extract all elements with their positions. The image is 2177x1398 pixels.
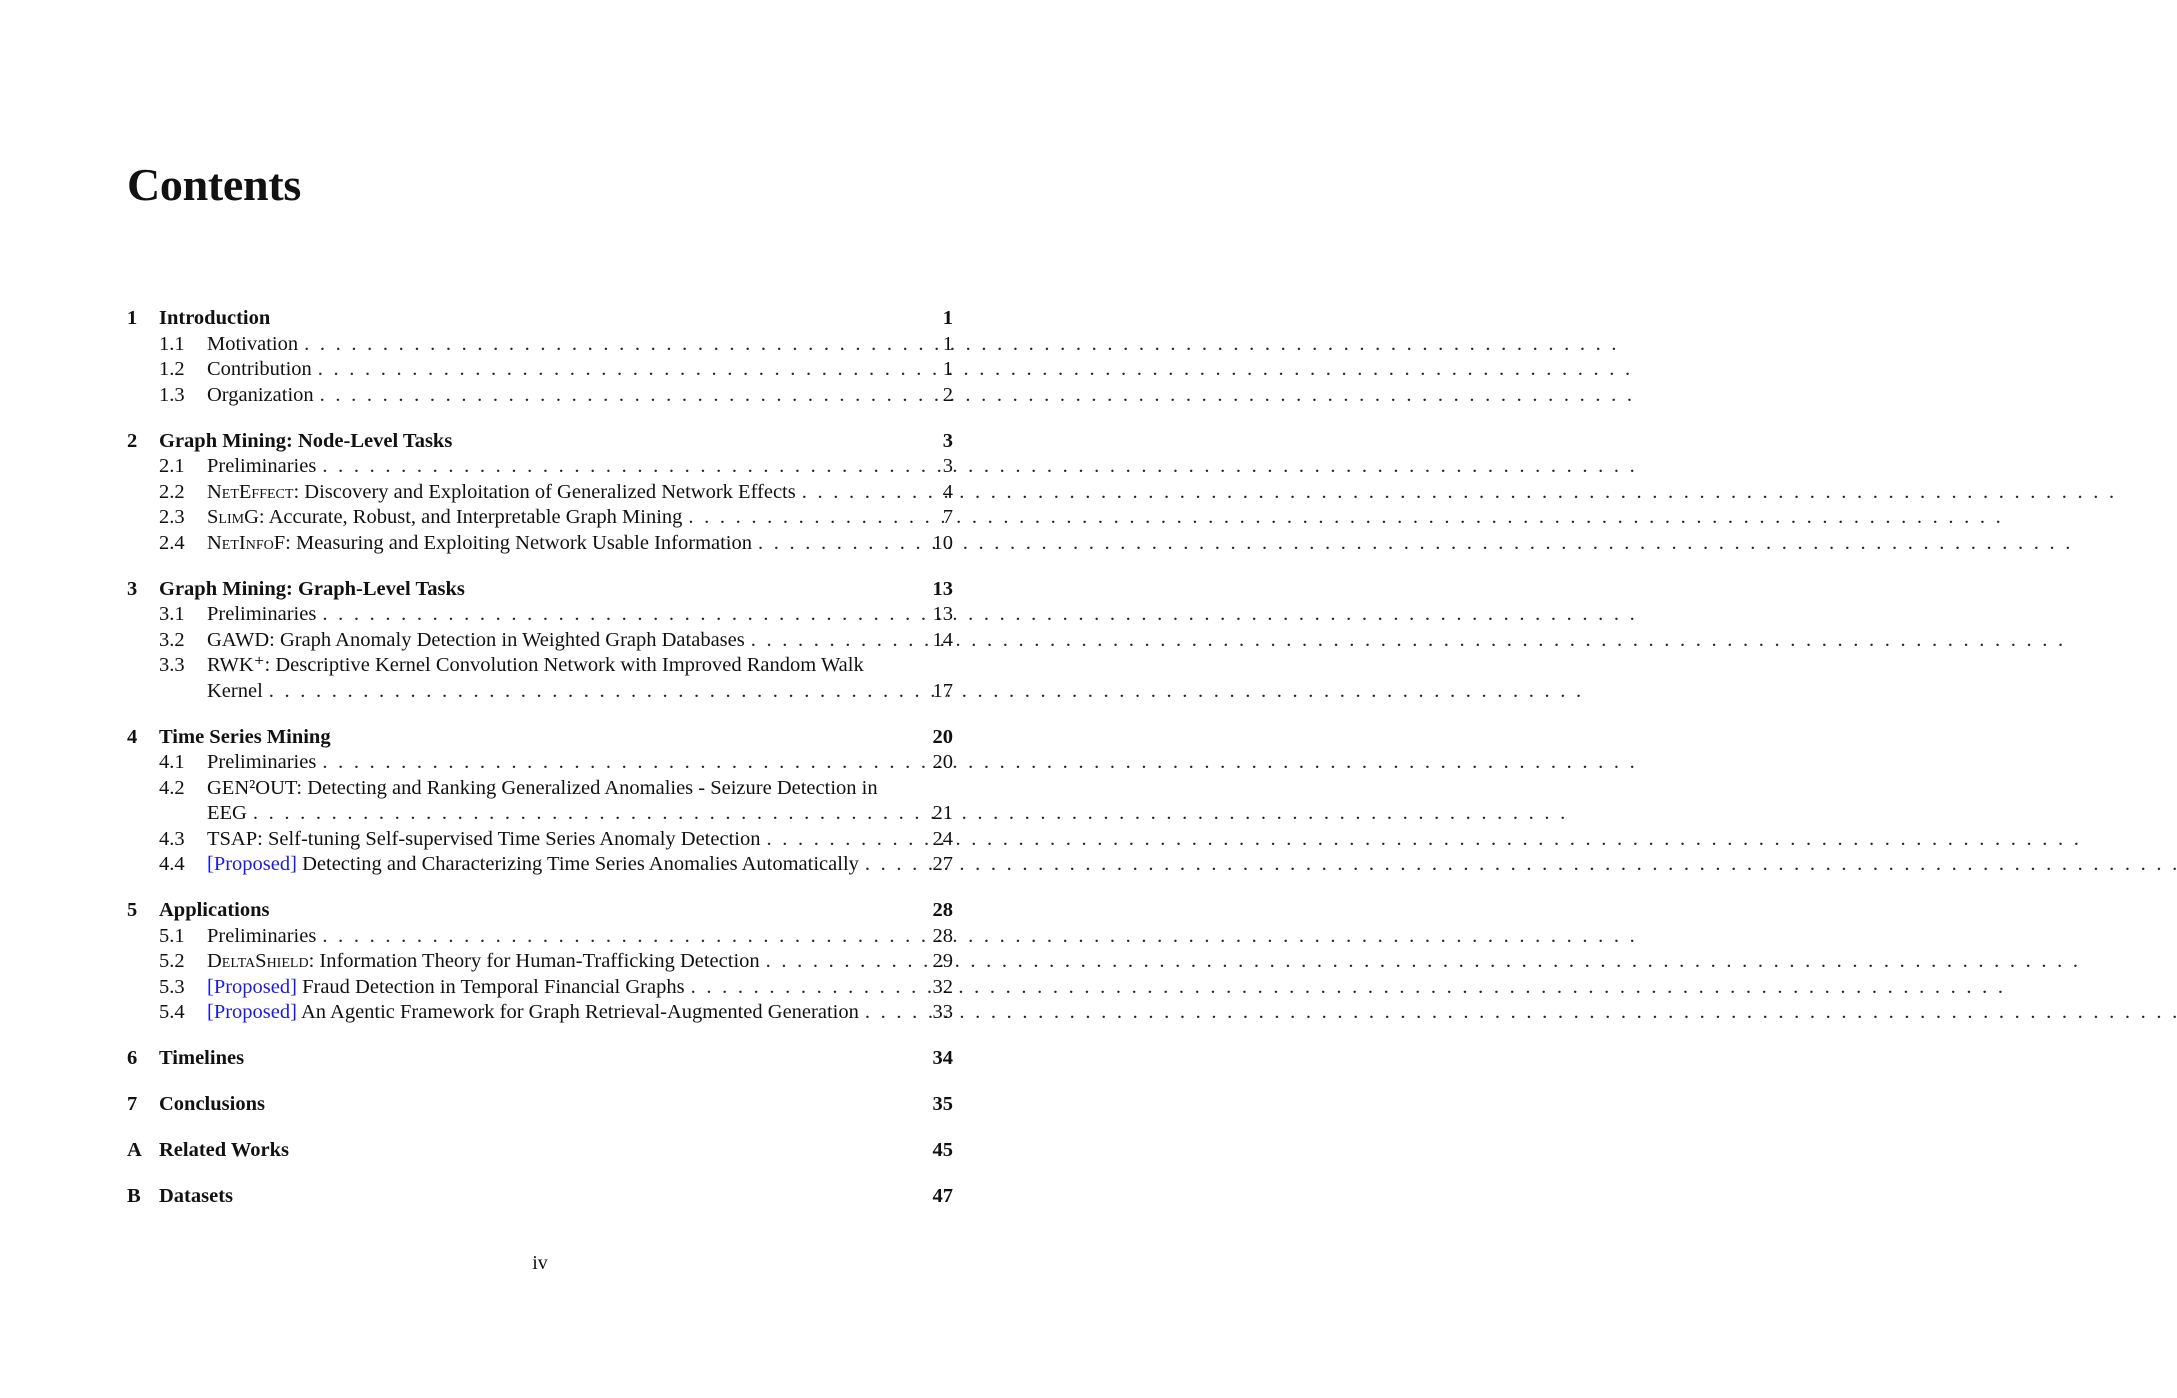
section-number: 1.3 [159,383,185,406]
section-title-text: GAWD: Graph Anomaly Detection in Weighted Graph Databases [207,628,745,651]
toc-section-row[interactable] [0,678,1080,704]
section-number: 4.1 [159,751,185,773]
chapter-number: 1 [127,307,138,329]
section-title[interactable] [207,948,913,974]
section-title[interactable] [207,652,900,678]
chapter-number: 5 [127,899,138,921]
section-title[interactable] [207,627,913,653]
section-number: 2.1 [159,455,185,477]
toc-chapter-row[interactable] [0,305,1080,331]
section-title[interactable] [207,331,913,357]
section-page: 2 [942,383,953,406]
section-title-line: RWK⁺: Descriptive Kernel Convolution Network with Improved Random Walk [207,654,864,676]
section-page: 10 [932,531,953,554]
toc-section-row[interactable] [0,749,1080,775]
chapter-page: 35 [932,1093,953,1115]
toc-chapter-row[interactable] [0,724,1080,750]
toc-section-row[interactable] [0,948,1080,974]
dot-leader [685,974,2003,1000]
proposed-link[interactable]: [Proposed] [207,1001,297,1023]
section-title[interactable] [207,356,913,382]
section-title-text: EEG [207,802,247,824]
section-title[interactable] [207,775,900,801]
section-title-text: Motivation [207,332,299,355]
chapter-title[interactable]: Related Works [159,1139,290,1161]
section-number: 2.4 [159,531,185,554]
method-name: DeltaShield [207,950,309,972]
section-page: 14 [932,628,953,651]
section-title[interactable] [207,749,913,775]
chapter-title[interactable]: Graph Mining: Node-Level Tasks [159,429,453,452]
dot-leader [298,331,1616,357]
chapter-page: 47 [932,1185,953,1207]
toc-section-row[interactable] [0,530,1080,556]
section-number: 5.4 [159,1001,185,1023]
method-name: NetEffect [207,480,294,503]
section-page: 28 [932,924,953,947]
section-title[interactable] [207,826,913,852]
section-page: 1 [942,358,953,380]
chapter-title[interactable]: Time Series Mining [159,725,331,748]
section-number: 3.3 [159,654,185,676]
section-number: 1.1 [159,332,185,355]
section-page: 3 [942,455,953,477]
dot-leader [316,749,1634,775]
dot-leader [316,601,1634,627]
toc-section-row[interactable] [0,800,1080,826]
toc-section-row[interactable] [0,453,1080,479]
section-title-text: Preliminaries [207,455,317,477]
section-title[interactable] [207,504,913,530]
section-title[interactable] [207,999,913,1025]
proposed-link[interactable]: [Proposed] [207,853,297,875]
chapter-page: 34 [932,1047,953,1069]
toc-section-row[interactable] [0,851,1080,877]
dot-leader [796,479,2114,505]
toc-section-row[interactable] [0,923,1080,949]
section-number: 4.2 [159,776,185,799]
section-title-text: TSAP: Self-tuning Self-supervised Time Series Anomaly Detection [207,827,761,850]
section-page: 17 [932,679,953,702]
chapter-title[interactable]: Introduction [159,307,271,329]
toc-section-row[interactable] [0,999,1080,1025]
chapter-number: 3 [127,577,138,600]
section-title-text: NetInfoF: Measuring and Exploiting Network Usable Information [207,531,753,554]
chapter-page: 28 [932,899,953,921]
toc-section-row[interactable] [0,601,1080,627]
dot-leader [263,678,1581,704]
toc-chapter-row[interactable] [0,897,1080,923]
section-number: 5.3 [159,975,185,998]
section-title[interactable] [207,851,913,877]
section-title[interactable] [207,800,913,826]
section-number: 3.1 [159,603,185,625]
chapter-number: 2 [127,429,138,452]
section-title-text: [Proposed] Detecting and Characterizing Time Series Anomalies Automatically [207,853,859,875]
section-number: 4.4 [159,853,185,875]
dot-leader [859,851,2177,877]
section-title[interactable] [207,923,913,949]
section-title[interactable] [207,678,913,704]
section-title-text: Preliminaries [207,751,317,773]
section-number: 3.2 [159,628,185,651]
toc-section-row[interactable] [0,356,1080,382]
section-title[interactable] [207,382,913,408]
section-page: 32 [932,975,953,998]
dot-leader [316,453,1634,479]
section-page: 13 [932,603,953,625]
chapter-title[interactable]: Conclusions [159,1093,265,1115]
section-page: 20 [932,751,953,773]
section-title-text: SlimG: Accurate, Robust, and Interpretable Graph Mining [207,506,683,528]
toc-chapter-row[interactable] [0,576,1080,602]
toc-chapter-row[interactable] [0,1045,1080,1071]
section-title[interactable] [207,453,913,479]
chapter-number: 4 [127,725,138,748]
chapter-page: 3 [942,429,953,452]
section-page: 4 [942,480,953,503]
toc-section-row[interactable] [0,479,1080,505]
section-page: 1 [942,332,953,355]
toc-section-row[interactable] [0,775,1080,801]
toc-section-row[interactable] [0,331,1080,357]
section-number: 1.2 [159,358,185,380]
section-title[interactable] [207,479,913,505]
section-number: 4.3 [159,827,185,850]
method-name: SlimG [207,506,259,528]
dot-leader [314,382,1632,408]
section-title-text: DeltaShield: Information Theory for Human-Trafficking Detection [207,950,760,972]
section-title-text: [Proposed] Fraud Detection in Temporal Financial Graphs [207,975,685,998]
section-title-text: Organization [207,383,314,406]
page-number: iv [532,1252,548,1274]
section-title[interactable] [207,530,913,556]
method-name: NetInfoF [207,531,286,554]
toc-section-row[interactable] [0,627,1080,653]
toc-section-row[interactable] [0,652,1080,678]
section-page: 21 [932,802,953,824]
dot-leader [312,356,1630,382]
section-title[interactable] [207,974,913,1000]
section-page: 33 [932,1001,953,1023]
dot-leader [247,800,1565,826]
chapter-number: 7 [127,1093,138,1115]
chapter-number: 6 [127,1047,138,1069]
section-page: 24 [932,827,953,850]
chapter-title[interactable]: Graph Mining: Graph-Level Tasks [159,577,465,600]
section-title-text: Kernel [207,679,263,702]
toc-chapter-row[interactable] [0,1183,1080,1209]
toc-chapter-row[interactable] [0,428,1080,454]
chapter-page: 45 [932,1139,953,1161]
section-title-text: [Proposed] An Agentic Framework for Graph Retrieval-Augmented Generation [207,1001,859,1023]
section-page: 29 [932,950,953,972]
section-page: 7 [942,506,953,528]
section-title-text: Preliminaries [207,603,317,625]
chapter-page: 20 [932,725,953,748]
dot-leader [316,923,1634,949]
section-title-text: NetEffect: Discovery and Exploitation of Generalized Network Effects [207,480,796,503]
toc-section-row[interactable] [0,974,1080,1000]
chapter-page: 13 [932,577,953,600]
section-number: 5.1 [159,924,185,947]
toc-section-row[interactable] [0,826,1080,852]
toc-section-row[interactable] [0,504,1080,530]
page-title: Contents [127,159,301,210]
section-title-text: Contribution [207,358,312,380]
chapter-number: A [127,1139,142,1161]
chapter-title[interactable]: Datasets [159,1185,234,1207]
chapter-title[interactable]: Timelines [159,1047,245,1069]
chapter-page: 1 [942,307,953,329]
section-page: 27 [932,853,953,875]
toc-chapter-row[interactable] [0,1091,1080,1117]
section-title-line: GEN²OUT: Detecting and Ranking Generalized Anomalies - Seizure Detection in [207,776,878,799]
section-title-text: Preliminaries [207,924,317,947]
section-number: 2.3 [159,506,185,528]
dot-leader [682,504,2000,530]
proposed-link[interactable]: [Proposed] [207,975,297,998]
section-number: 5.2 [159,950,185,972]
toc-section-row[interactable] [0,382,1080,408]
section-number: 2.2 [159,480,185,503]
section-title[interactable] [207,601,913,627]
dot-leader [760,948,2078,974]
dot-leader [760,826,2078,852]
dot-leader [859,999,2177,1025]
chapter-number: B [127,1185,141,1207]
toc-chapter-row[interactable] [0,1137,1080,1163]
chapter-title[interactable]: Applications [159,899,270,921]
